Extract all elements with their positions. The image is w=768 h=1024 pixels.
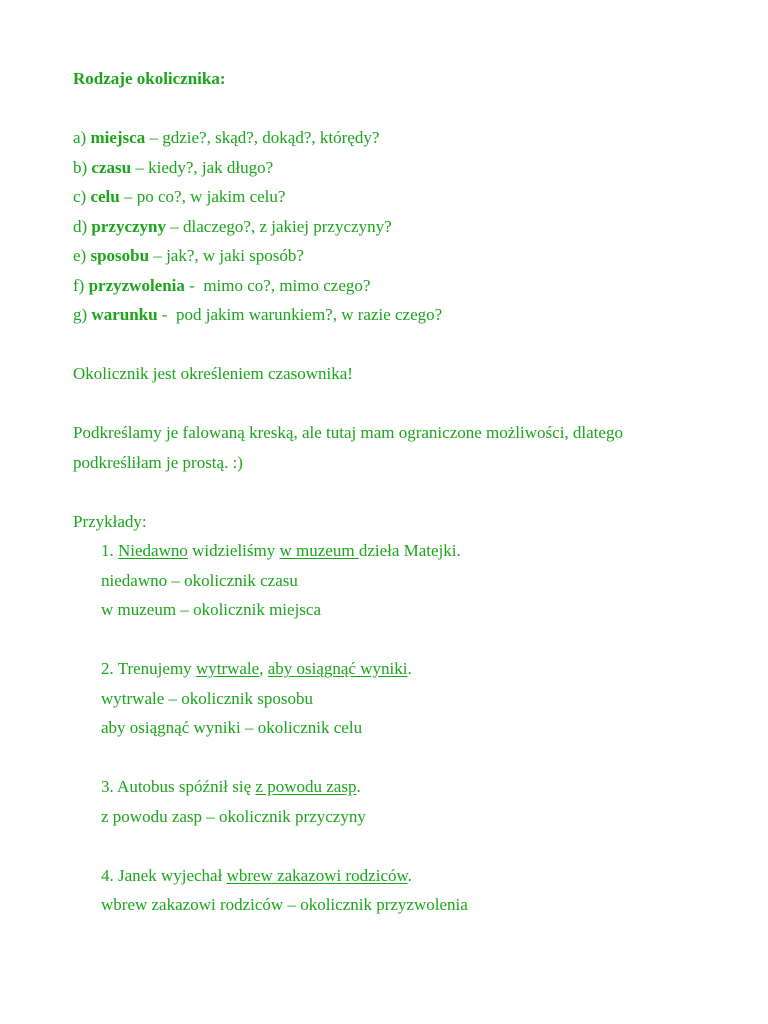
type-questions: – gdzie?, skąd?, dokąd?, którędy? [145, 128, 380, 147]
spacer [73, 743, 713, 773]
type-questions: – po co?, w jakim celu? [119, 187, 286, 206]
type-item-przyzwolenia [73, 271, 713, 301]
sentence-text: 4. Janek wyjechał [101, 865, 227, 885]
type-questions: – jak?, w jaki sposób? [149, 246, 304, 265]
underlined-adverbial: z powodu zasp [255, 777, 357, 796]
underline-note-line-2: podkreśliłam je prostą. :) [73, 452, 243, 472]
type-questions: – dlaczego?, z jakiej przyczyny? [166, 216, 392, 236]
spacer [73, 94, 713, 124]
type-name: warunku [91, 305, 158, 324]
type-prefix: g) [73, 305, 92, 324]
sentence-text: , [259, 659, 268, 678]
spacer [73, 477, 713, 507]
type-item-celu [73, 182, 713, 212]
type-prefix: d) [73, 216, 92, 236]
type-prefix: c) [73, 187, 91, 206]
type-item-miejsca [73, 123, 713, 153]
document-page [73, 64, 713, 920]
type-name: miejsca [90, 128, 146, 147]
type-name: przyczyny [91, 216, 167, 236]
example-block [73, 861, 713, 920]
example-explanation: niedawno – okolicznik czasu [101, 570, 298, 590]
type-questions: - mimo co?, mimo czego? [184, 275, 371, 295]
example-explanation: z powodu zasp – okolicznik przyczyny [101, 806, 366, 826]
example-sentence [73, 861, 713, 891]
type-name: sposobu [90, 246, 150, 265]
type-prefix: b) [73, 157, 92, 177]
type-item-czasu [73, 153, 713, 183]
underlined-adverbial: w muzeum [279, 541, 359, 560]
example-explanation: aby osiągnąć wyniki – okolicznik celu [101, 718, 363, 737]
underline-note-line-1: Podkreślamy je falowaną kreską, ale tutaj mam ograniczone możliwości, dlatego [73, 423, 623, 442]
sentence-text: 1. [101, 541, 118, 560]
sentence-text: 3. Autobus spóźnił się [101, 777, 256, 796]
example-sentence [73, 536, 713, 566]
underlined-adverbial: wytrwale [195, 659, 260, 678]
example-block [73, 772, 713, 831]
type-prefix: f) [73, 275, 89, 295]
note-paragraph: Okolicznik jest określeniem czasownika! [73, 364, 353, 383]
sentence-text: dzieła Matejki. [358, 541, 461, 560]
type-name: przyzwolenia [88, 275, 185, 295]
sentence-text: . [407, 659, 412, 678]
example-block [73, 536, 713, 625]
example-explanation: wytrwale – okolicznik sposobu [101, 688, 313, 708]
type-item-przyczyny [73, 212, 713, 242]
spacer [73, 389, 713, 419]
type-item-sposobu [73, 241, 713, 271]
type-prefix: e) [73, 246, 91, 265]
example-sentence [73, 772, 713, 802]
type-item-warunku [73, 300, 713, 330]
example-sentence [73, 654, 713, 684]
sentence-text: . [407, 865, 412, 885]
type-prefix: a) [73, 128, 91, 147]
example-explanation: wbrew zakazowi rodziców – okolicznik przyzwolenia [101, 895, 468, 914]
sentence-text: 2. Trenujemy [101, 659, 196, 678]
spacer [73, 831, 713, 861]
type-questions: – kiedy?, jak długo? [131, 157, 274, 177]
document-title: Rodzaje okolicznika: [73, 69, 226, 88]
example-block [73, 654, 713, 743]
spacer [73, 625, 713, 655]
type-name: celu [90, 187, 120, 206]
underlined-adverbial: aby osiągnąć wyniki [267, 659, 408, 678]
example-explanation: w muzeum – okolicznik miejsca [101, 600, 321, 619]
underlined-adverbial: Niedawno [118, 541, 188, 560]
sentence-text: widzieliśmy [187, 541, 280, 560]
types-list [73, 123, 713, 330]
type-name: czasu [91, 157, 132, 177]
type-questions: - pod jakim warunkiem?, w razie czego? [157, 305, 443, 324]
underlined-adverbial: wbrew zakazowi rodziców [226, 865, 408, 885]
spacer [73, 330, 713, 360]
sentence-text: . [356, 777, 361, 796]
examples-title: Przykłady: [73, 511, 147, 531]
